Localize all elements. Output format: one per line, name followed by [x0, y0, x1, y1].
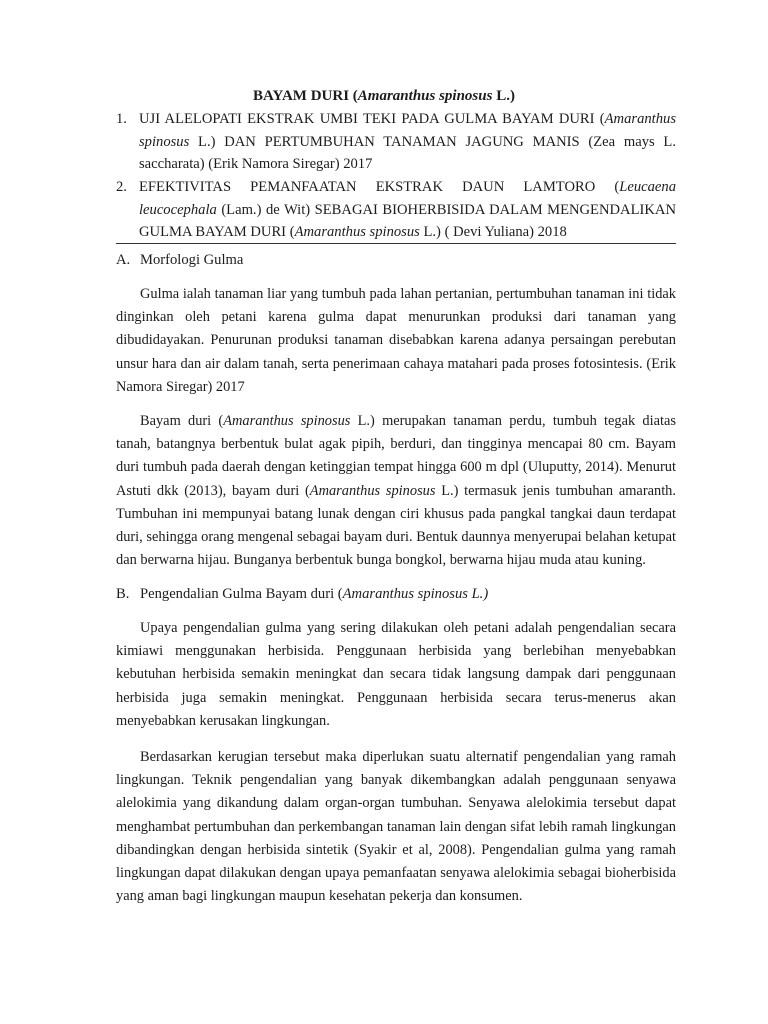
- reference-text-part: EFEKTIVITAS PEMANFAATAN EKSTRAK DAUN LAMTORO (: [139, 179, 620, 195]
- reference-species: Amaranthus spinosus: [139, 111, 676, 150]
- paragraph-text: L.) merupakan tanaman perdu, tumbuh tegak diatas tanah, batangnya berbentuk bulat agak pipih, berduri, dan tingginya mencapai 80 cm. Bayam duri tumbuh pada daerah dengan ketinggian tempat hingga 600 m dpl (Uluputty, 2014). Menurut Astuti dkk (2013), bayam duri (: [116, 413, 676, 499]
- title-tail: L.): [492, 88, 515, 104]
- section-title-species: Amaranthus spinosus L.): [342, 586, 489, 602]
- section-b-heading: [116, 584, 488, 604]
- reference-text-part: L.) ( Devi Yuliana) 2018: [419, 224, 567, 241]
- section-letter: A.: [116, 252, 131, 268]
- paragraph: Gulma ialah tanaman liar yang tumbuh pada lahan pertanian, pertumbuhan tanaman ini tidak dinginkan oleh petani karena gulma dapat menurunkan produksi dari tanaman yang dibudidayakan. Penurunan produksi tanaman disebabkan karena adanya persaingan perebutan unsur hara dan air dalam tanah, serta penerimaan cahaya matahari pada proses fotosintesis. (Erik Namora Siregar) 2017: [116, 286, 676, 395]
- paragraph-text: Bayam duri (: [140, 413, 224, 429]
- reference-item-1: [116, 108, 676, 176]
- section-divider: [116, 243, 676, 244]
- section-title: Pengendalian Gulma Bayam duri (: [140, 586, 343, 602]
- title-italic: Amaranthus spinosus: [357, 88, 493, 104]
- reference-number: 1.: [116, 111, 127, 127]
- paragraph: Berdasarkan kerugian tersebut maka diperlukan suatu alternatif pengendalian yang ramah lingkungan. Teknik pengendalian yang banyak dikembangkan adalah penggunaan senyawa alelokimia yang dikandung dalam organ-organ tumbuhan. Senyawa alelokimia tersebut dapat menghambat pertumbuhan dan perkembangan tanaman lain dengan sifat lebih ramah lingkungan dibandingkan dengan herbisida sintetik (Syakir et al, 2008). Pengendalian gulma yang ramah lingkungan dapat dilakukan dengan upaya pemanfaatan senyawa alelokimia sebagai bioherbisida yang aman bagi lingkungan maupun kesehatan pekerja dan konsumen.: [116, 749, 676, 905]
- reference-text-part: UJI ALELOPATI EKSTRAK UMBI TEKI PADA GULMA BAYAM DURI (: [139, 111, 605, 127]
- species-name: Amaranthus spinosus: [309, 482, 436, 499]
- paragraph: Upaya pengendalian gulma yang sering dilakukan oleh petani adalah pengendalian secara kimiawi menggunakan herbisida. Penggunaan herbisida yang berlebihan menyebabkan kebutuhan herbisida semakin meningkat dan secara tidak langsung dampak dari penggunaan herbisida juga semakin meningkat. Penggunaan herbisida secara terus-menerus akan menyebabkan kerusakan lingkungan.: [116, 620, 676, 729]
- reference-item-2: [116, 176, 676, 244]
- reference-species: Amaranthus spinosus: [294, 224, 420, 241]
- reference-species: Leucaena leucocephala: [139, 179, 676, 218]
- paragraph: [116, 410, 676, 572]
- section-title: Morfologi Gulma: [140, 252, 244, 268]
- section-a-heading: [116, 250, 243, 270]
- paragraph-text: L.) termasuk jenis tumbuhan amaranth. Tumbuhan ini mempunyai batang lunak dengan ciri khusus pada pangkal tangkai daun terdapat duri, sehingga orang mengenal sebagai bayam duri. Bentuk daunnya menyerupai belahan ketupat dan berwarna hijau. Bunganya berbentuk bunga bongkol, berwarna hijau muda atau kuning.: [116, 482, 676, 569]
- reference-number: 2.: [116, 179, 127, 195]
- document-title: [0, 86, 768, 106]
- reference-text-part: (Lam.) de Wit) SEBAGAI BIOHERBISIDA DALAM MENGENDALIKAN GULMA BAYAM DURI (: [139, 201, 676, 241]
- section-letter: B.: [116, 586, 130, 602]
- reference-text: [139, 108, 676, 176]
- reference-text-part: L.) DAN PERTUMBUHAN TANAMAN JAGUNG MANIS (Zea mays L. saccharata) (Erik Namora Siregar) 2017: [139, 133, 676, 173]
- title-text: BAYAM DURI (: [253, 88, 358, 104]
- species-name: Amaranthus spinosus: [223, 413, 351, 429]
- reference-text: [139, 176, 676, 244]
